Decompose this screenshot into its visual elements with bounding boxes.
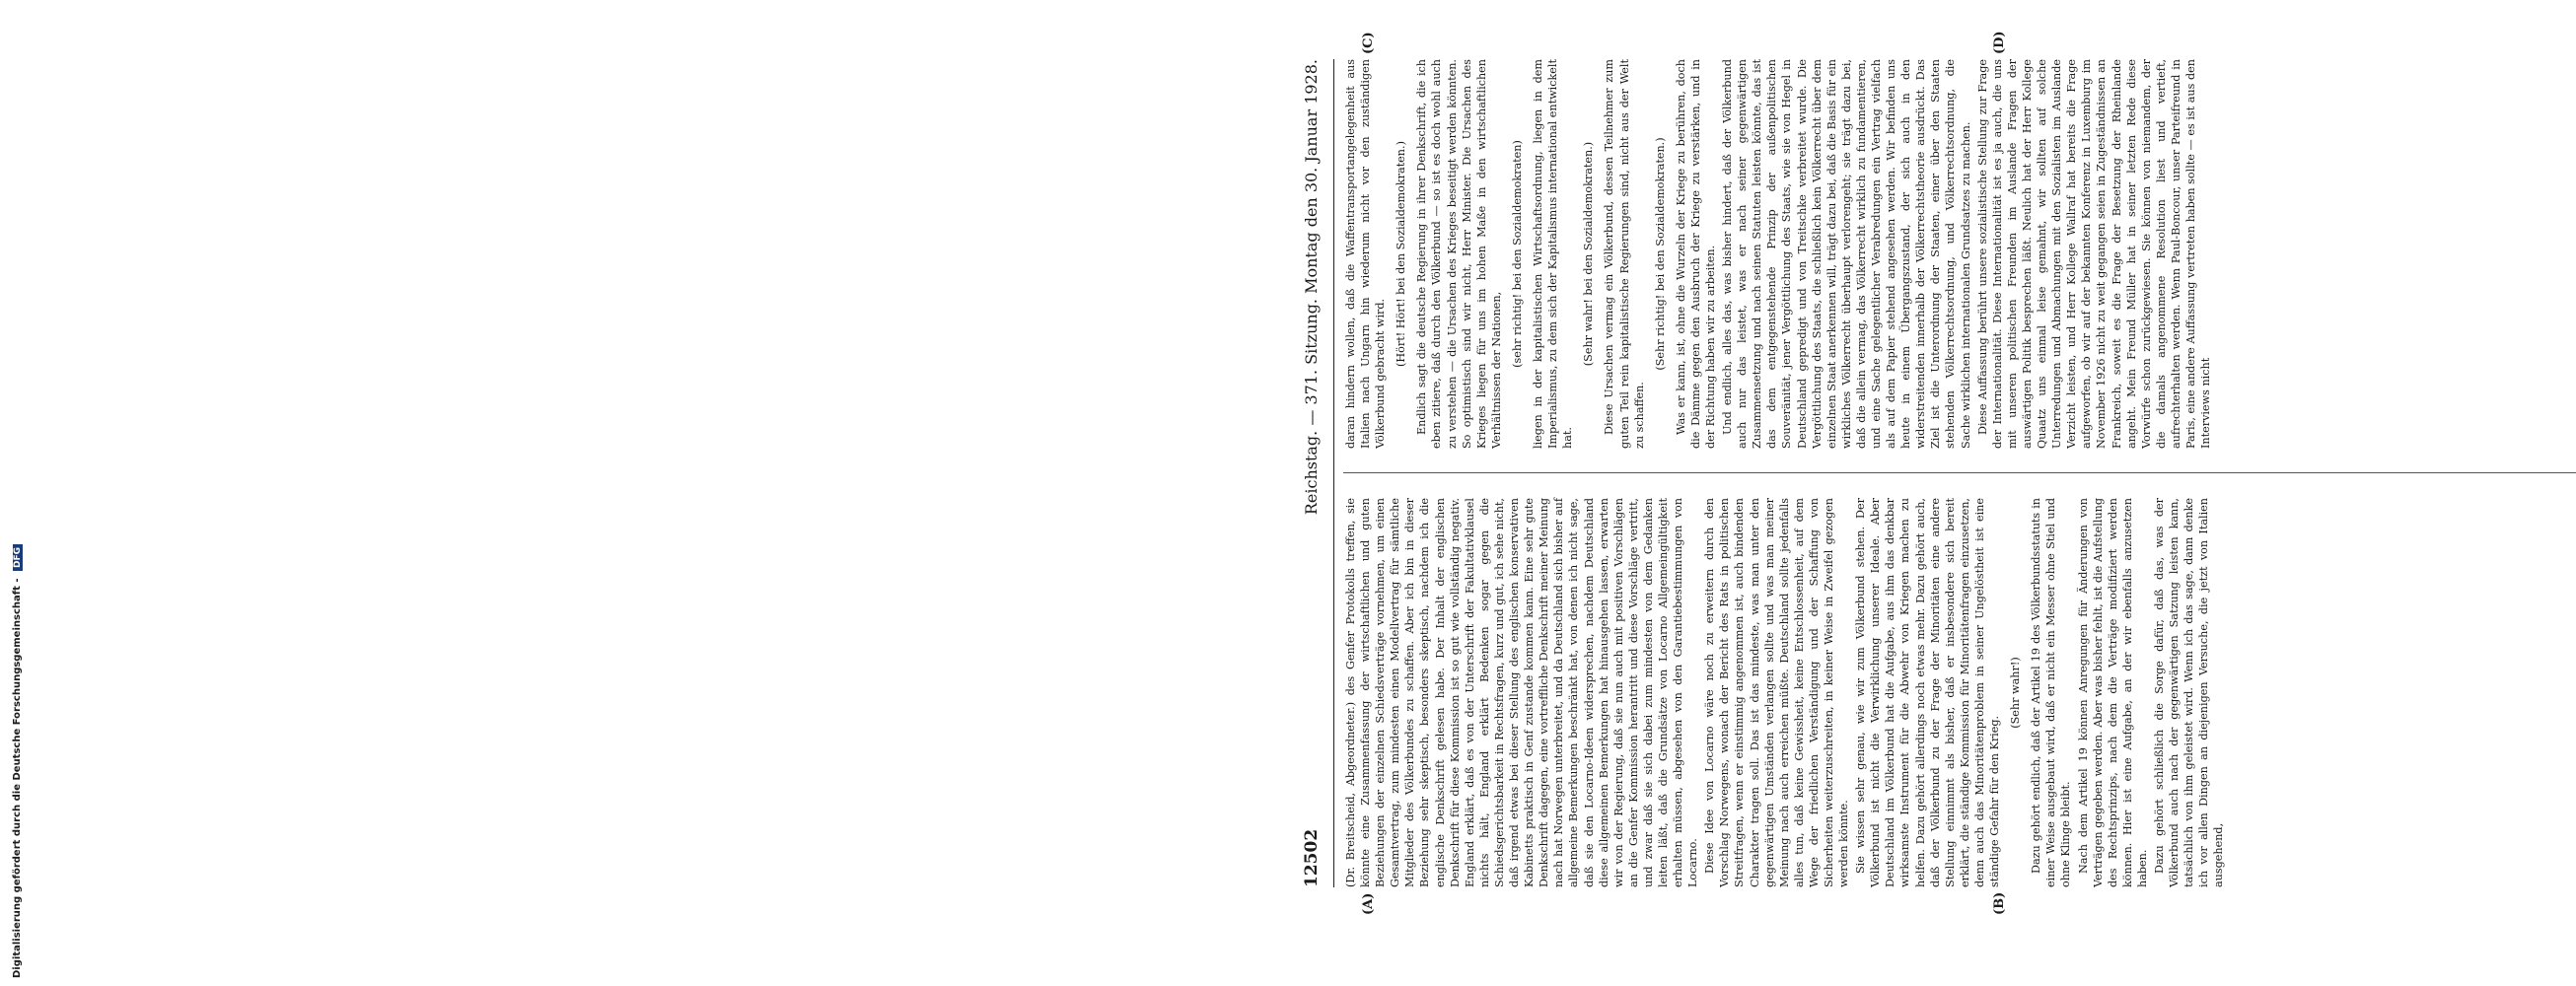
paragraph: Nach dem Artikel 19 können Anregungen für Änderungen von Verträgen gegeben werden. Aber was bisher fehlt, ist die Aufstellung des Rechtsprinzips, nach dem die Verträge modifiziert werden können. Hier ist eine Aufgabe, an der wir ebenfalls anzusetzen haben. (2076, 498, 2149, 887)
header-rule (1333, 59, 1334, 887)
page-number: 12502 (1302, 828, 1322, 887)
left-column (1343, 498, 2576, 887)
interjection: (Hört! Hört! bei den Sozialdemokraten.) (1395, 141, 1408, 367)
paragraph: Diese Ursachen vermag ein Völkerbund, dessen Teilnehmer zum guten Teil rein kapitalistische Regierungen sind, nicht aus der Welt zu schaffen. (1603, 59, 1646, 449)
paragraph: Was er kann, ist, ohne die Wurzeln der Kriege zu berühren, doch die Dämme gegen den Ausbruch der Kriege zu verstärken, und in der Richtung haben wir zu arbeiten. (1674, 59, 1717, 449)
dfg-logo: DFG (13, 544, 23, 571)
paragraph: Diese Auffassung berührt unsere sozialistische Stellung zur Frage der Internationalität. Diese Internationalität ist es ja auch, die uns mit unseren politischen Freunden im Auslande Fragen der auswärtigen Politik besprechen läßt. Neulich hat der Herr Kollege Quaatz uns einmal leise gemahnt, wir sollten auf solche Unterredungen und Abmachungen mit den Sozialisten im Auslande Verzicht leisten, und Herr Kollege Wallraf hat bereits die Frage aufgeworfen, ob wir auf der bekannten Konferenz in Luxemburg im November 1926 nicht zu weit gegangen seien in Zugeständnissen an Frankreich, soweit es die Frage der Besetzung der Rheinlande angeht. Mein Freund Müller hat in seiner letzten Rede diese Vorwürfe schon zurückgewiesen. Sie können von niemandem, der die damals angenommene Resolution liest und vertieft, aufrechterhalten werden. Wenn Paul-Boncour, unser Parteifreund in Paris, eine andere Auffassung vertreten haben sollte — es ist aus den Interviews nicht (1975, 59, 2213, 449)
paragraph: liegen in der kapitalistischen Wirtschaftsordnung, liegen in dem Imperialismus, zu dem sich der Kapitalismus international entwickelt hat. (1532, 59, 1575, 449)
paragraph: Und endlich, alles das, was bisher hindert, daß der Völkerbund auch nur das leistet, was er nach seiner gegenwärtigen Zusammensetzung und nach seinen Statuten leisten könnte, das ist das dem entgegenstehende Prinzip der außenpolitischen Souveränität, jener Vergöttlichung des Staats, wie sie von Hegel in Deutschland gepredigt und von Treitschke verbreitet wurde. Die Vergöttlichung des Staats, die schließlich kein Völkerrecht über dem einzelnen Staat anerkennen will, trägt dazu bei, daß die Basis für ein wirkliches Völkerrecht überhaupt verlorengeht; sie trägt dazu bei, daß die allein vermag, das Völkerrecht wirklich zu fundamentieren, und eine Sache gelegentlicher Verabredungen ein Vertrag vielfach als auf dem Papier stehend angesehen werden. Wir befinden uns heute in einem Übergangszustand, der sich auch in den widerstreitenden innerhalb der Völkerrechtstheorie ausdrückt. Das Ziel ist die Unterordnung der Staaten, einer über den Staaten stehenden Völkerrechtsordnung, und Völkerrechtsordnung, die Sache wirklichen internationalen Grundsatzes zu machen. (1721, 59, 1972, 449)
digitization-footer (12, 12, 26, 978)
interjection: (sehr richtig! bei den Sozialdemokraten) (1510, 140, 1524, 368)
column-divider (1343, 472, 2576, 473)
interjection: (Sehr wahr! bei den Sozialdemokraten.) (1582, 141, 1596, 367)
right-column (1343, 59, 2576, 449)
paragraph: daran hindern wollen, daß die Waffentransportangelegenheit aus Italien nach Ungarn hin wiederum nicht vor den zuständigen Völkerbund gebracht wird. (1344, 59, 1388, 449)
paragraph: Dazu gehört schließlich die Sorge dafür, daß das, was der Völkerbund auch nach der gegenwärtigen Satzung leisten kann, tatsächlich von ihm geleistet wird. Wenn ich das sage, dann denke ich vor allen Dingen an diejenigen Versuche, die jetzt von Italien ausgehend, (2152, 498, 2226, 887)
interjection: (Sehr wahr!) (2009, 657, 2023, 729)
margin-mark-c: (C) (1361, 32, 1376, 54)
footer-text: Digitalisierung gefördert durch die Deutsche Forschungsgemeinschaft - (12, 578, 23, 978)
paragraph: Dazu gehört endlich, daß der Artikel 19 des Völkerbundsstatuts in einer Weise ausgebaut wird, daß er nicht ein Messer ohne Stiel und ohne Klinge bleibt. (2030, 498, 2073, 887)
interjection: (Sehr richtig! bei den Sozialdemokraten.) (1653, 137, 1667, 371)
margin-mark-b: (B) (1992, 891, 2007, 915)
paragraph: Diese Idee von Locarno wäre noch zu erweitern durch den Vorschlag Norwegens, wonach der Bericht des Rats in politischen Streitfragen, wenn er einstimmig angenommen ist, auch bindenden Charakter tragen soll. Das ist das mindeste, was man unter den gegenwärtigen Umständen verlangen sollte und was man meiner Meinung nach auch erreichen müßte. Deutschland sollte jedenfalls alles tun, daß keine Gewissheit, keine Entschlossenheit, auf dem Wege der friedlichen Verständigung und der Schaffung von Sicherheiten weiterzuschreiten, in keiner Weise in Zweifel gezogen werden könnte. (1703, 498, 1851, 887)
margin-mark-d: (D) (1992, 31, 2007, 54)
paragraph: Endlich sagt die deutsche Regierung in ihrer Denkschrift, die ich eben zitiere, daß durch den Völkerbund — so ist es doch wohl auch zu verstehen — die Ursachen des Krieges beseitigt werden könnten. So optimistisch sind wir nicht, Herr Minister. Die Ursachen des Krieges liegen für uns im hohen Maße in den wirtschaftlichen Verhältnissen der Nationen, (1415, 59, 1503, 449)
session-title: Reichstag. — 371. Sitzung. Montag den 30. Januar 1928. (1302, 59, 1321, 516)
paragraph: (Dr. Breitscheid, Abgeordneter.) des Genfer Protokolls treffen, sie könnte eine Zusammenfassung der wirtschaftlichen und guten Beziehungen der einzelnen Schiedsverträge vornehmen, um einen Gesamtvertrag, zum mindesten einen Modellvertrag für sämtliche Mitglieder des Völkerbundes zu schaffen. Aber ich bin in dieser Beziehung sehr skeptisch, besonders skeptisch, nachdem ich die englische Denkschrift gelesen habe. Der Inhalt der englischen Denkschrift für diese Kommission ist so gut wie vollständig negativ. England erklärt, daß es von der Unterschrift der Fakultativklausel nichts hält, England erklärt Bedenken sogar gegen die Schiedsgerichtsbarkeit in Rechtsfragen, kurz und gut, ich sehe nicht, daß irgend etwas bei dieser Stellung des englischen konservativen Kabinetts praktisch in Genf zustande kommen kann. Eine sehr gute Denkschrift dagegen, eine vortreffliche Denkschrift meiner Meinung nach hat Norwegen unterbreitet, und da Deutschland sich bisher auf allgemeine Bemerkungen beschränkt hat, von denen ich nicht sage, daß sie den Locarno-Ideen widersprechen, nachdem Deutschland diese allgemeinen Bemerkungen hat hinausgehen lassen, erwarten wir von der Regierung, daß sie nun auch mit positiven Vorschlägen an die Genfer Kommission herantritt und diese Vorschläge vertritt, und zwar daß sie sich dabei zum mindesten von dem Gedanken leiten läßt, daß die Grundsätze von Locarno Allgemeingültigkeit erhalten müssen, abgesehen von den Garantiebestimmungen von Locarno. (1344, 498, 1700, 887)
margin-mark-a: (A) (1361, 892, 1376, 915)
paragraph: Sie wissen sehr genau, wie wir zum Völkerbund stehen. Der Völkerbund ist nicht die Verwirklichung unserer Ideale. Aber Deutschland im Völkerbund hat die Aufgabe, aus ihm das denkbar wirksamste Instrument für die Abwehr von Kriegen machen zu helfen. Dazu gehört allerdings noch etwas mehr. Dazu gehört auch, daß der Völkerbund zu der Frage der Minoritäten eine andere Stellung einnimmt als bisher, daß er insbesondere sich bereit erklärt, die ständige Kommission für Minoritätenfragen einzusetzen, denn auch das Minoritätenproblem in seiner Ungelöstheit ist eine ständige Gefahr für den Krieg. (1854, 498, 2002, 887)
page-header (1302, 59, 1331, 887)
